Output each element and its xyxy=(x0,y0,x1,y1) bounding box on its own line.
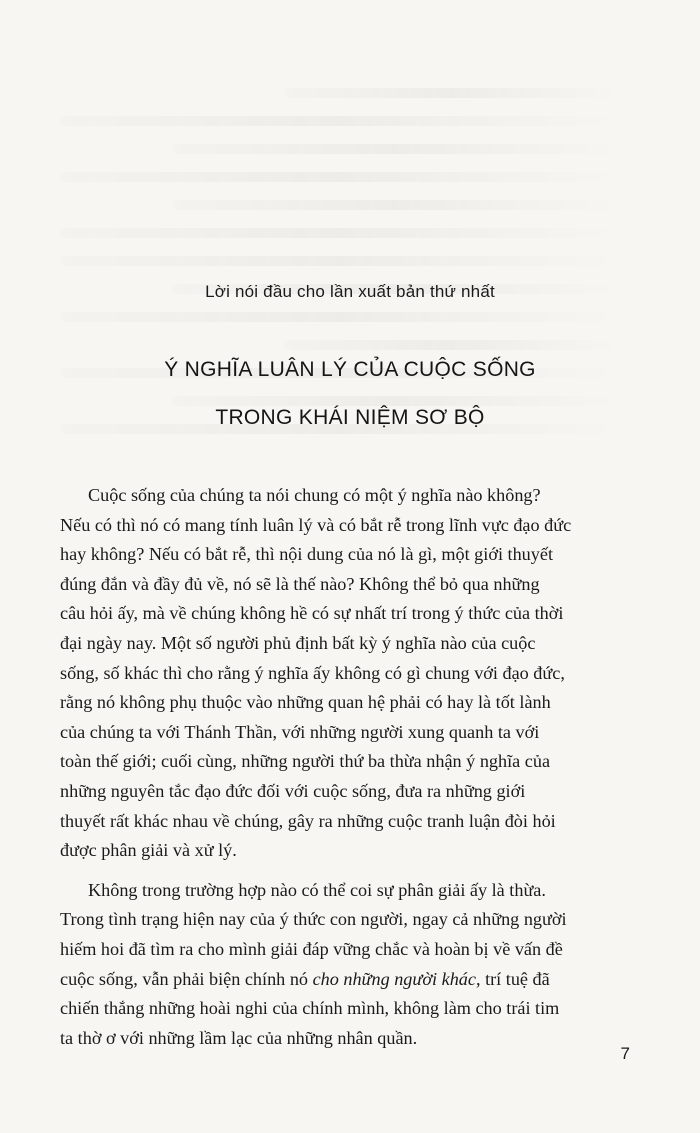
text-line: chiến thắng những hoài nghi của chính mình, không làm cho trái tim xyxy=(60,998,560,1019)
text-line: Không trong trường hợp nào có thể coi sự phân giải ấy là thừa. xyxy=(88,879,546,900)
paragraph-2 xyxy=(60,876,636,1054)
text-line: câu hỏi ấy, mà về chúng không hề có sự nhất trí trong ý thức của thời xyxy=(60,603,564,624)
text-line: của chúng ta với Thánh Thần, với những người xung quanh ta với xyxy=(60,721,540,742)
text-line: toàn thế giới; cuối cùng, những người thứ ba thừa nhận ý nghĩa của xyxy=(60,751,551,772)
text-line: Cuộc sống của chúng ta nói chung có một ý nghĩa nào không? xyxy=(88,485,541,505)
text-line: rằng nó không phụ thuộc vào những quan hệ phải có hay là tốt lành xyxy=(60,692,551,713)
text-line: đúng đắn và đầy đủ về, nó sẽ là thế nào? Không thể bỏ qua những xyxy=(60,573,540,594)
chapter-title-line-2: TRONG KHÁI NIỆM SƠ BỘ xyxy=(215,406,485,429)
paragraph-1 xyxy=(60,481,636,866)
text-line: hay không? Nếu có bắt rễ, thì nội dung của nó là gì, một giới thuyết xyxy=(60,544,553,565)
body-text xyxy=(60,481,636,1063)
text-fragment: , trí tuệ đã xyxy=(475,968,550,989)
page-number: 7 xyxy=(620,1044,630,1063)
text-line: sống, số khác thì cho rằng ý nghĩa ấy không có gì chung với đạo đức, xyxy=(60,662,565,683)
text-line: ta thờ ơ với những lầm lạc của những nhân quần. xyxy=(60,1027,418,1048)
text-line: Trong tình trạng hiện nay của ý thức con người, ngay cả những người xyxy=(60,909,567,930)
chapter-title-line-1: Ý NGHĨA LUÂN LÝ CỦA CUỘC SỐNG xyxy=(164,358,536,381)
text-line: thuyết rất khác nhau về chúng, gây ra những cuộc tranh luận đòi hỏi xyxy=(60,810,556,831)
text-line: Nếu có thì nó có mang tính luân lý và có bắt rễ trong lĩnh vực đạo đức xyxy=(60,514,572,535)
text-line xyxy=(60,965,636,995)
text-line: những nguyên tắc đạo đức đối với cuộc sống, đưa ra những giới xyxy=(60,780,526,801)
text-line: được phân giải và xử lý. xyxy=(60,840,237,861)
chapter-title xyxy=(0,346,700,442)
italic-phrase: cho những người khác xyxy=(312,968,476,989)
text-line: đại ngày nay. Một số người phủ định bất kỳ ý nghĩa nào của cuộc xyxy=(60,632,536,653)
text-fragment: cuộc sống, vẫn phải biện chính nó xyxy=(60,968,313,989)
text-line: hiếm hoi đã tìm ra cho mình giải đáp vững chắc và hoàn bị về vấn đề xyxy=(60,938,563,959)
chapter-subtitle: Lời nói đầu cho lần xuất bản thứ nhất xyxy=(205,282,495,301)
